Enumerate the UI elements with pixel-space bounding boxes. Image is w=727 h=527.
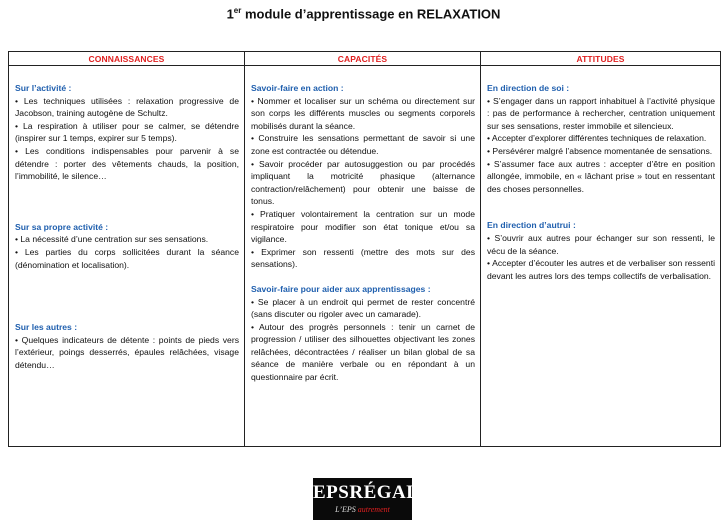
section-title-propre-activite: Sur sa propre activité : [15,221,109,232]
attitudes-cell [481,66,721,447]
list-item: • Les techniques utilisées : relaxation progressive de Jacobson, training autogène de Schultz. [15,95,239,119]
section-title-savoir-faire-aider: Savoir-faire pour aider aux apprentissages : [251,283,431,294]
list-item: • Les parties du corps sollicitées durant la séance (dénomination et localisation). [15,246,239,270]
list-item: • Nommer et localiser sur un schéma ou directement sur son corps les différents muscles ou segments corporels mobilisés durant la séance. [251,95,475,131]
list-item: • Les conditions indispensables pour parvenir à se détendre : porter des vêtements chauds, la position, l’immobilité, le silence… [15,145,239,182]
title-superscript: er [233,6,242,15]
list-item: • Persévérer malgré l’absence momentanée de sensations. [487,145,713,156]
list-item: • La nécessité d’une centration sur ses sensations. [15,234,209,245]
capacites-cell [245,66,481,447]
content-row [9,66,721,447]
section-title-soi: En direction de soi : [487,83,570,93]
list-item: • S’ouvrir aux autres pour échanger sur son ressenti, le vécu de la séance. [487,232,715,256]
list-item: • Savoir procéder par autosuggestion ou par procédés impliquant la motricité phasique (alternance contraction/relâchement) pour obtenir une baisse de tonus. [251,158,475,207]
logo-tag-prefix: L’EPS [335,505,358,514]
list-item: • Se placer à un endroit qui permet de rester concentré (sans discuter ou rigoler avec un camarade). [251,296,475,320]
header-attitudes: ATTITUDES [481,52,721,66]
section-title-autres: Sur les autres : [15,322,78,333]
logo-tagline [313,505,412,514]
logo-tag-accent: autrement [357,505,390,514]
header-capacites: CAPACITÉS [245,52,481,66]
section-title-activite: Sur l’activité : [15,83,72,93]
title-number: 1 [226,6,234,22]
list-item: • Construire les sensations permettant de savoir si une zone est contractée ou détendue. [251,133,475,156]
title-text: module d’apprentissage en RELAXATION [241,6,501,22]
list-item: • S’engager dans un rapport inhabituel à l’activité physique : pas de performance à rechercher, centration uniquement sur ses sensations, rester immobile et silencieux. [487,95,715,131]
module-table [8,51,721,447]
header-connaissances: CONNAISSANCES [9,52,245,66]
list-item: • Exprimer son ressenti (mettre des mots sur des sensations). [251,246,475,270]
list-item: • Pratiquer volontairement la centration sur un mode respiratoire pour modifier son état tonique et/ou sa vigilance. [251,208,475,245]
page-title [0,6,727,21]
section-title-savoir-faire-action: Savoir-faire en action : [251,83,344,93]
list-item: • S’assumer face aux autres : accepter d’être en position allongée, immobile, en « lâchant prise » tout en ressentant des choses personnelles. [487,158,715,194]
list-item: • Quelques indicateurs de détente : points de pieds vers l’extérieur, poings desserrés, épaules relâchées, visage détendu… [15,334,239,370]
list-item: • Accepter d’explorer différentes techniques de relaxation. [487,133,707,144]
header-row [9,52,721,66]
list-item: • Autour des progrès personnels : tenir un carnet de progression / utiliser des silhouettes objectivant les zones relâchées, décontractées / réaliser un bilan global de sa séance de manière verbale ou en répondant à un questionnaire par écrit. [251,321,475,383]
connaissances-cell [9,66,245,447]
epsregal-logo [313,478,420,520]
list-item: • La respiration à utiliser pour se calmer, se détendre (inspirer sur 1 temps, expirer sur 5 temps). [15,120,239,144]
section-title-autrui: En direction d’autrui : [487,220,576,231]
logo-brand: EPSRÉGAL [313,482,420,503]
list-item: • Accepter d’écouter les autres et de verbaliser son ressenti devant les autres lors des temps collectifs de verbalisation. [487,258,715,281]
